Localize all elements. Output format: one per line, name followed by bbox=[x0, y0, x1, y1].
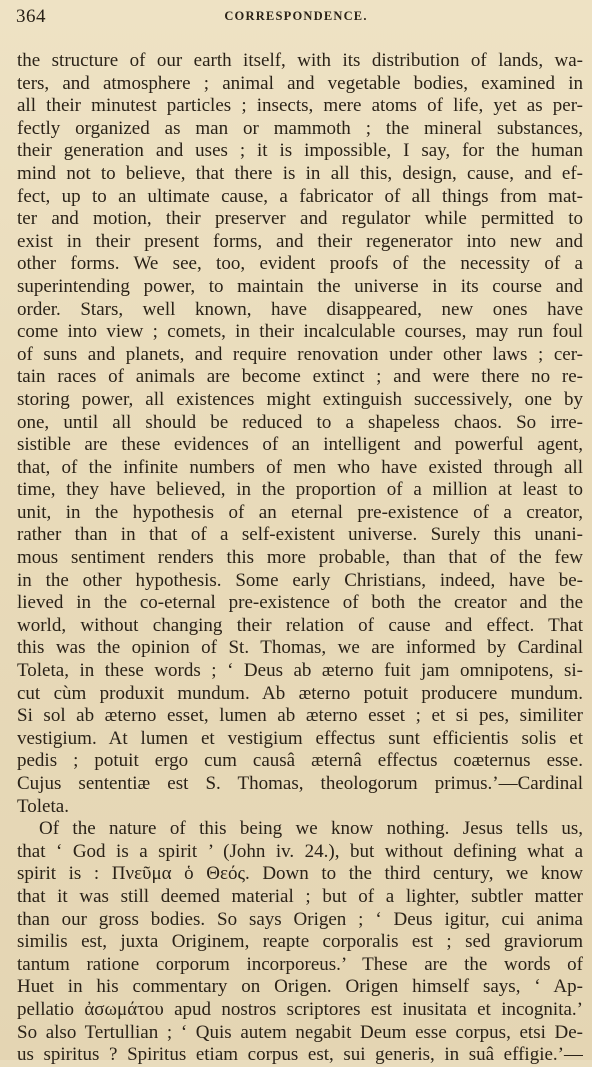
text-line: world, without changing their relation of cause and effect. That bbox=[17, 614, 583, 636]
text-line: fectly organized as man or mammoth ; the mineral substances, bbox=[17, 117, 583, 139]
text-line: other forms. We see, too, evident proofs of the necessity of a bbox=[17, 253, 583, 275]
running-head: CORRESPONDENCE. bbox=[224, 9, 368, 23]
text-line: that ‘ God is a spirit ’ (John iv. 24.), but without defining what a bbox=[17, 840, 583, 862]
text-line: come into view ; comets, in their incalculable courses, may run foul bbox=[17, 321, 583, 343]
text-line: similis est, juxta Originem, reapte corporalis est ; sed graviorum bbox=[17, 931, 583, 953]
text-line: ter and motion, their preserver and regulator while permitted to bbox=[17, 208, 583, 230]
text-line: than our gross bodies. So says Origen ; ‘ Deus igitur, cui anima bbox=[17, 908, 583, 930]
text-line: Toleta, in these words ; ‘ Deus ab æterno fuit jam omnipotens, si- bbox=[17, 660, 583, 682]
text-line: spirit is : Πνεῦμα ὁ Θεός. Down to the third century, we know bbox=[17, 863, 583, 885]
text-line: all their minutest particles ; insects, mere atoms of life, yet as per- bbox=[17, 95, 583, 117]
text-line: in the other hypothesis. Some early Christians, indeed, have be- bbox=[17, 569, 583, 591]
page-header bbox=[16, 6, 576, 32]
text-line: tantum ratione corporum incorporeus.’ These are the words of bbox=[17, 953, 583, 975]
text-line: order. Stars, well known, have disappeared, new ones have bbox=[17, 298, 583, 320]
text-line: Of the nature of this being we know nothing. Jesus tells us, bbox=[39, 818, 583, 840]
text-line: lieved in the co-eternal pre-existence of both the creator and the bbox=[17, 592, 583, 614]
body-text bbox=[17, 50, 583, 1067]
text-line: mous sentiment renders this more probable, than that of the few bbox=[17, 547, 583, 569]
text-line: one, until all should be reduced to a shapeless chaos. So irre- bbox=[17, 411, 583, 433]
page-number: 364 bbox=[16, 6, 46, 27]
text-line: Cujus sententiæ est S. Thomas, theologorum primus.’—Cardinal bbox=[17, 773, 583, 794]
text-line: the structure of our earth itself, with its distribution of lands, wa- bbox=[17, 50, 583, 71]
text-line: vestigium. At lumen et vestigium effectus sunt efficientis solis et bbox=[17, 727, 583, 749]
text-line: sistible are these evidences of an intelligent and powerful agent, bbox=[17, 434, 583, 456]
text-line: So also Tertullian ; ‘ Quis autem negabit Deum esse corpus, etsi De- bbox=[17, 1021, 583, 1043]
text-line: superintending power, to maintain the universe in its course and bbox=[17, 275, 583, 297]
text-line: mind not to believe, that there is in all this, design, cause, and ef- bbox=[17, 162, 583, 184]
text-line: Si sol ab æterno esset, lumen ab æterno esset ; et si pes, similiter bbox=[17, 705, 583, 727]
text-line: storing power, all existences might extinguish successively, one by bbox=[17, 388, 583, 410]
text-line: fect, up to an ultimate cause, a fabricator of all things from mat- bbox=[17, 185, 583, 207]
text-line: tain races of animals are become extinct ; and were there no re- bbox=[17, 366, 583, 388]
text-line: of suns and planets, and require renovation under other laws ; cer- bbox=[17, 343, 583, 365]
text-line: exist in their present forms, and their regenerator into new and bbox=[17, 230, 583, 252]
text-line: Toleta. bbox=[17, 795, 69, 817]
text-line: pedis ; potuit ergo cum causâ æternâ effectus coæternus esse. bbox=[17, 750, 583, 772]
text-line: cut cùm produxit mundum. Ab æterno potuit producere mundum. bbox=[17, 682, 583, 704]
text-line: that it was still deemed material ; but of a lighter, subtler matter bbox=[17, 885, 583, 907]
text-line: that, of the infinite numbers of men who have existed through all bbox=[17, 456, 583, 478]
text-line: time, they have believed, in the proportion of a million at least to bbox=[17, 479, 583, 501]
text-line: us spiritus ? Spiritus etiam corpus est, sui generis, in suâ effigie.’— bbox=[17, 1044, 583, 1066]
text-line: unit, in the hypothesis of an eternal pre-existence of a creator, bbox=[17, 501, 583, 523]
text-line: this was the opinion of St. Thomas, we are informed by Cardinal bbox=[17, 637, 583, 659]
text-line: ters, and atmosphere ; animal and vegetable bodies, examined in bbox=[17, 72, 583, 94]
text-line: Huet in his commentary on Origen. Origen himself says, ‘ Ap- bbox=[17, 976, 583, 998]
text-line: their generation and uses ; it is impossible, I say, for the human bbox=[17, 140, 583, 162]
text-line: pellatio ἀσωμάτου apud nostros scriptores est inusitata et incognita.’ bbox=[17, 998, 583, 1020]
text-line: rather than in that of a self-existent universe. Surely this unani- bbox=[17, 524, 583, 546]
